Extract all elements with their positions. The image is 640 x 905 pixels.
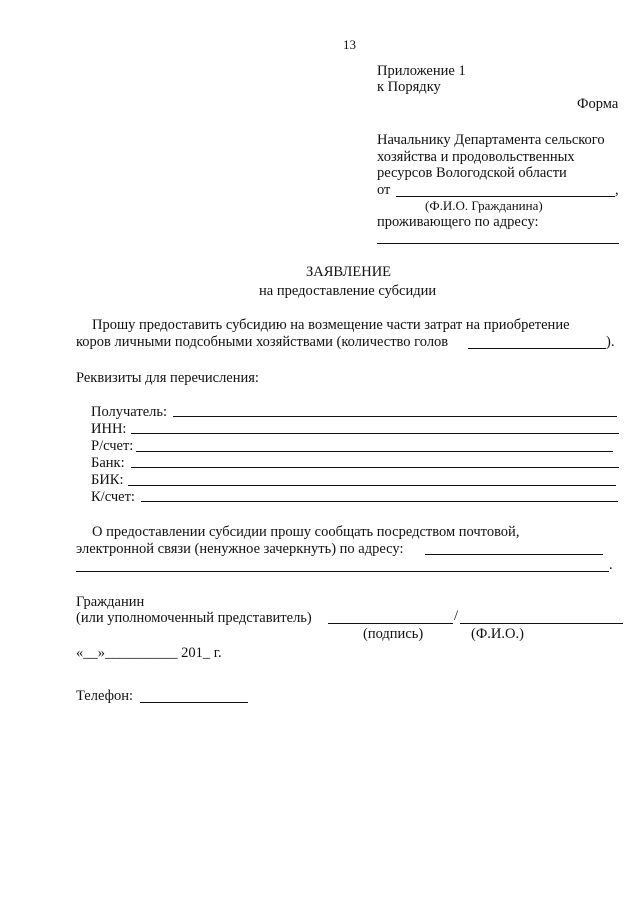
- recipient-field[interactable]: [173, 416, 617, 417]
- account-field[interactable]: [136, 451, 613, 452]
- representative-label: (или уполномоченный представитель): [76, 610, 312, 626]
- notify-line-1: О предоставлении субсидии прошу сообщать посредством почтовой,: [92, 524, 520, 540]
- notify-period: .: [609, 557, 613, 573]
- from-comma: ,: [615, 182, 619, 198]
- request-line-1: Прошу предоставить субсидию на возмещение части затрат на приобретение: [92, 317, 570, 333]
- bank-label: Банк:: [91, 455, 125, 471]
- notify-line-2: электронной связи (ненужное зачеркнуть) по адресу:: [76, 541, 404, 557]
- signer-fio-caption: (Ф.И.О.): [471, 626, 524, 642]
- signature-slash: /: [454, 608, 459, 624]
- corr-account-field[interactable]: [141, 501, 618, 502]
- phone-field[interactable]: [140, 702, 248, 703]
- phone-label: Телефон:: [76, 688, 134, 704]
- addressee-line-2: хозяйства и продовольственных: [377, 149, 575, 165]
- from-name-field[interactable]: [396, 196, 615, 197]
- corr-account-label: К/счет:: [91, 489, 135, 505]
- bank-field[interactable]: [131, 467, 619, 468]
- addressee-line-3: ресурсов Вологодской области: [377, 165, 567, 181]
- inn-field[interactable]: [131, 433, 619, 434]
- page-number: 13: [343, 37, 356, 52]
- inn-label: ИНН:: [91, 421, 127, 437]
- account-label: Р/счет:: [91, 438, 134, 454]
- request-line-2-end: ).: [606, 334, 615, 350]
- date-line[interactable]: «__»__________ 201_ г.: [76, 645, 222, 661]
- form-label: Форма: [577, 96, 619, 112]
- request-line-2: коров личными подсобными хозяйствами (количество голов: [76, 334, 449, 350]
- bik-field[interactable]: [128, 485, 616, 486]
- requisites-heading: Реквизиты для перечисления:: [76, 370, 259, 386]
- fio-caption: (Ф.И.О. Гражданина): [425, 198, 543, 213]
- notify-address-field-2[interactable]: [76, 571, 609, 572]
- citizen-label: Гражданин: [76, 594, 145, 610]
- notify-address-field[interactable]: [425, 554, 603, 555]
- signature-caption: (подпись): [363, 626, 424, 642]
- signature-field[interactable]: [328, 623, 453, 624]
- document-subtitle: на предоставление субсидии: [259, 283, 437, 299]
- document-title: ЗАЯВЛЕНИЕ: [306, 264, 392, 280]
- appendix-label: Приложение 1: [377, 63, 466, 79]
- appendix-reference: к Порядку: [377, 79, 441, 95]
- address-field[interactable]: [377, 243, 619, 244]
- from-label: от: [377, 182, 391, 198]
- signer-fio-field[interactable]: [460, 623, 623, 624]
- address-label: проживающего по адресу:: [377, 214, 539, 230]
- bik-label: БИК:: [91, 472, 124, 488]
- head-count-field[interactable]: [468, 348, 606, 349]
- recipient-label: Получатель:: [91, 404, 168, 420]
- addressee-line-1: Начальнику Департамента сельского: [377, 132, 605, 148]
